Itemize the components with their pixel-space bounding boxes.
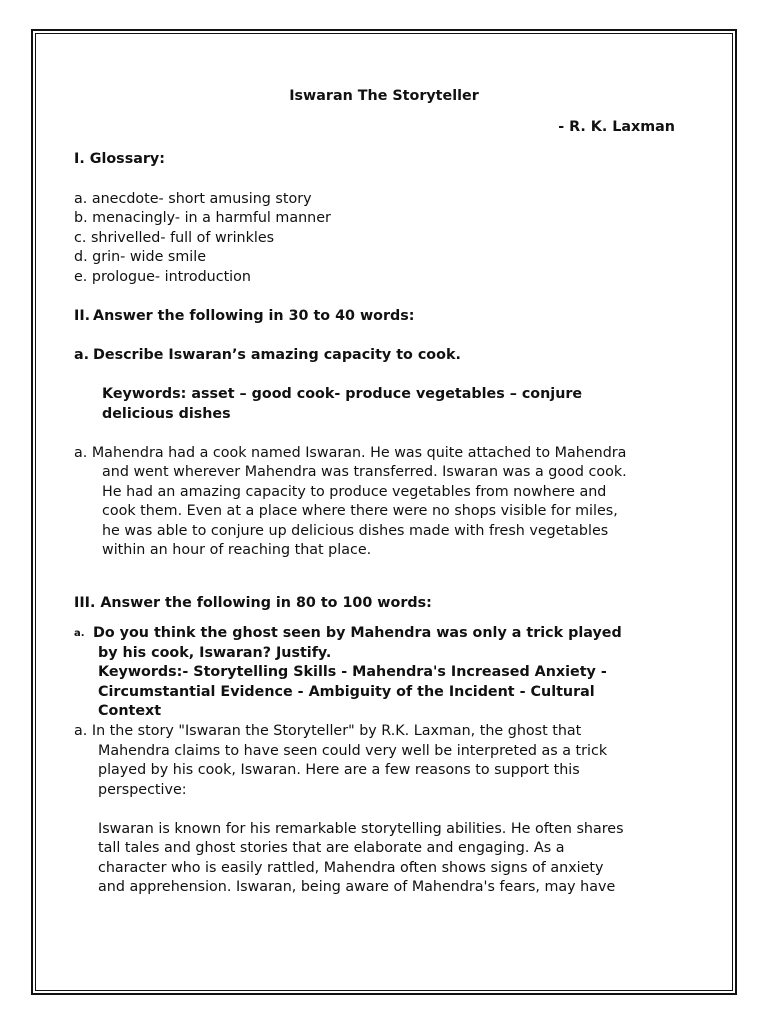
section-2-answer-line: and went wherever Mahendra was transferred. Iswaran was a good cook. <box>102 464 627 480</box>
section-2-number: II. <box>74 308 91 324</box>
section-3-answer-line: played by his cook, Iswaran. Here are a few reasons to support this <box>98 762 580 778</box>
section-2-keywords: Keywords: asset – good cook- produce vegetables – conjure <box>102 386 583 402</box>
section-3-keywords: Keywords:- Storytelling Skills - Mahendra's Increased Anxiety - <box>98 664 607 680</box>
document-title: Iswaran The Storyteller <box>289 88 479 104</box>
section-3-body-line: tall tales and ghost stories that are elaborate and engaging. As a <box>98 840 565 856</box>
section-3-body-line: character who is easily rattled, Mahendra often shows signs of anxiety <box>98 860 604 876</box>
glossary-item: d. grin- wide smile <box>74 249 207 265</box>
section-3-answer-line: Mahendra claims to have seen could very well be interpreted as a trick <box>98 743 608 759</box>
section-3-body-line: and apprehension. Iswaran, being aware of Mahendra's fears, may have <box>98 879 616 895</box>
glossary-item: b. menacingly- in a harmful manner <box>74 210 331 226</box>
section-2-answer-line: He had an amazing capacity to produce vegetables from nowhere and <box>102 484 607 500</box>
section-3-question: by his cook, Iswaran? Justify. <box>98 645 332 661</box>
section-3-keywords: Circumstantial Evidence - Ambiguity of the Incident - Cultural <box>98 684 595 700</box>
section-2-answer-line: a. Mahendra had a cook named Iswaran. He was quite attached to Mahendra <box>74 445 627 461</box>
section-2-keywords: delicious dishes <box>102 406 231 422</box>
section-3-body-line: Iswaran is known for his remarkable storytelling abilities. He often shares <box>98 821 624 837</box>
section-3-question: Do you think the ghost seen by Mahendra was only a trick played <box>93 625 622 641</box>
section-3-answer-line: perspective: <box>98 782 187 798</box>
question-marker: a. <box>74 628 85 639</box>
section-2-answer-line: he was able to conjure up delicious dishes made with fresh vegetables <box>102 523 609 539</box>
section-2-answer-line: cook them. Even at a place where there were no shops visible for miles, <box>102 503 618 519</box>
section-2-answer-line: within an hour of reaching that place. <box>102 542 372 558</box>
section-2-question: Describe Iswaran’s amazing capacity to cook. <box>93 347 461 363</box>
glossary-item: a. anecdote- short amusing story <box>74 191 312 207</box>
question-marker: a. <box>74 347 90 363</box>
section-2-heading: Answer the following in 30 to 40 words: <box>93 308 415 324</box>
glossary-item: c. shrivelled- full of wrinkles <box>74 230 275 246</box>
section-3-answer-line: a. In the story "Iswaran the Storyteller" by R.K. Laxman, the ghost that <box>74 723 582 739</box>
section-3-keywords: Context <box>98 703 162 719</box>
glossary-item: e. prologue- introduction <box>74 269 251 285</box>
author-line: - R. K. Laxman <box>558 119 675 135</box>
glossary-heading: I. Glossary: <box>74 151 165 167</box>
section-3-heading: III. Answer the following in 80 to 100 words: <box>74 595 432 611</box>
